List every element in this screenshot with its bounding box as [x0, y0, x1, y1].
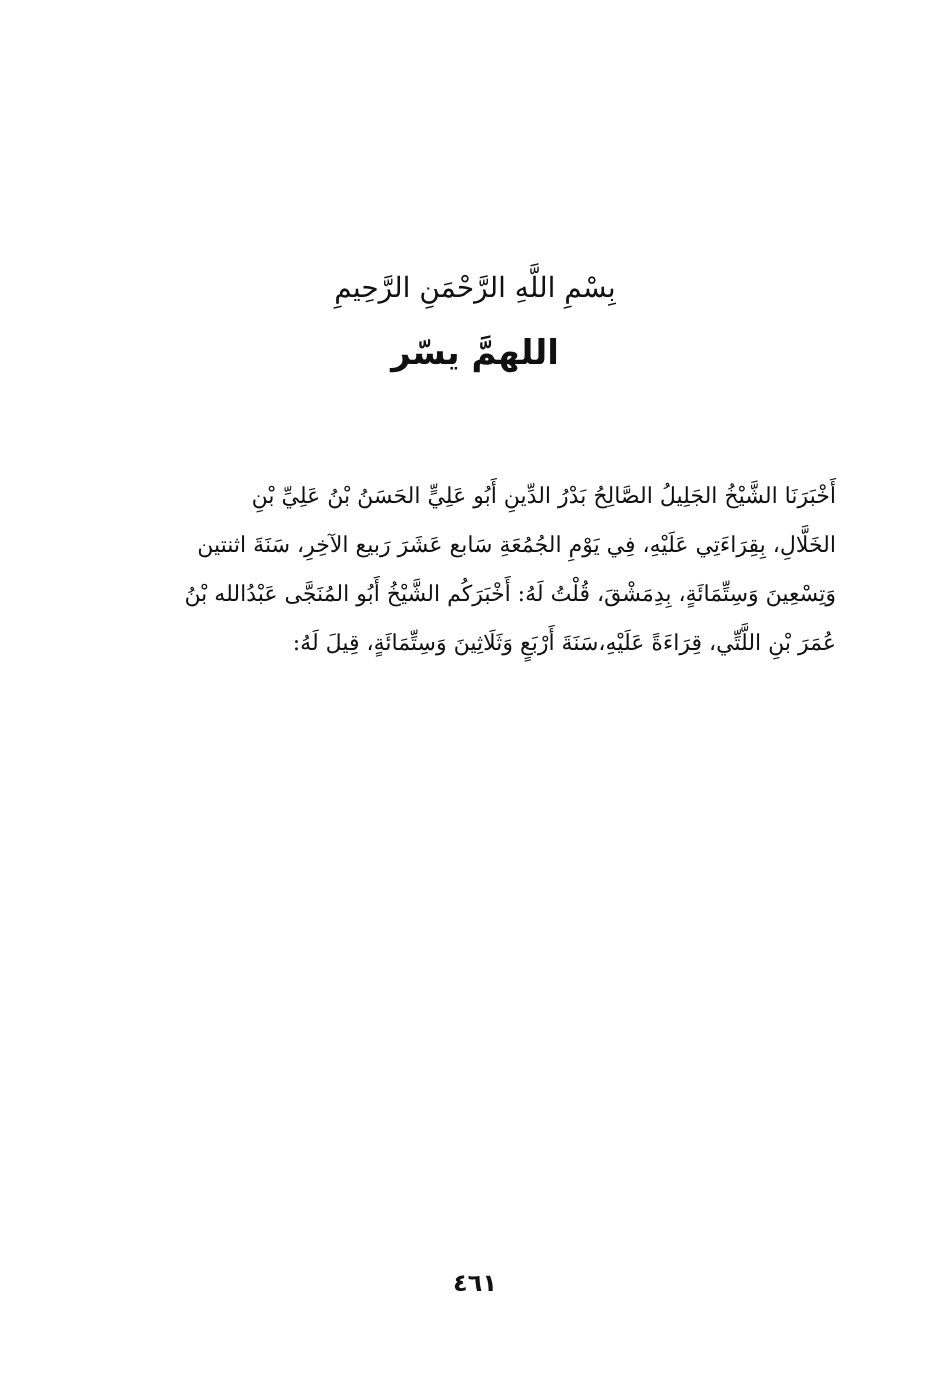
body-line-3: وَتِسْعِينَ وَسِتِّمَائَةٍ، بِدِمَشْقَ، قُلْتُ لَهُ: أَخْبَرَكُم الشَّيْخُ أَبُو المُنَجَّى عَبْدُالله بْنُ	[184, 582, 836, 607]
body-line-1: أَخْبَرَنَا الشَّيْخُ الجَلِيلُ الصَّالِحُ بَدْرُ الدِّينِ أَبُو عَلِيٍّ الحَسَنُ بْنُ عَلِيِّ بْنِ	[251, 484, 836, 509]
page-number: ٤٦١	[453, 1269, 497, 1297]
body-line-2: الخَلَّالِ، بِقِرَاءَتِي عَلَيْهِ، فِي يَوْمِ الجُمُعَةِ سَابع عَشَرَ رَبيع الآخِرِ، سَنَةَ اثنتين	[197, 533, 836, 558]
body-line-4: عُمَرَ بْنِ اللَّتِّي، قِرَاءَةً عَلَيْهِ،سَنَةَ أَرْبَعٍ وَثَلَاثِينَ وَسِتِّمَائَةٍ، قِيلَ لَهُ:	[292, 631, 836, 656]
body-paragraph	[108, 472, 836, 668]
page-heading: اللهمَّ يسّر	[391, 333, 559, 373]
basmala: بِسْمِ اللَّهِ الرَّحْمَنِ الرَّحِيمِ	[334, 271, 616, 304]
